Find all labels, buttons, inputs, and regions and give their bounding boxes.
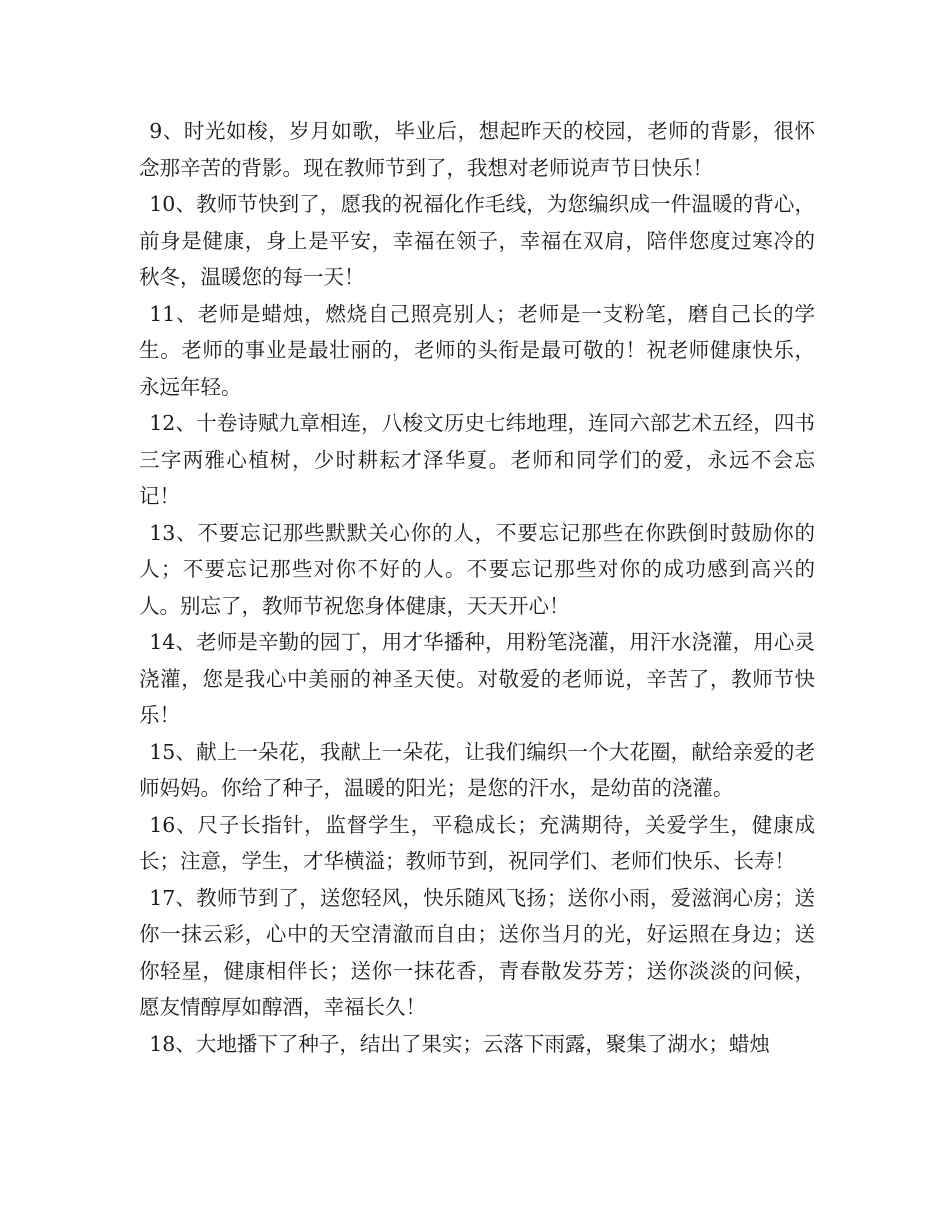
paragraph-13: 13、不要忘记那些默默关心你的人，不要忘记那些在你跌倒时鼓励你的人；不要忘记那些对你不好的人。不要忘记那些对你的成功感到高兴的人。别忘了，教师节祝您身体健康，天天开心！ <box>139 520 815 618</box>
paragraph-12: 12、十卷诗赋九章相连，八梭文历史七纬地理，连同六部艺术五经，四书三字两雅心植树，少时耕耘才泽华夏。老师和同学们的爱，永远不会忘记！ <box>139 411 815 508</box>
paragraph-10: 10、教师节快到了，愿我的祝福化作毛线，为您编织成一件温暖的背心，前身是健康，身上是平安，幸福在领子，幸福在双肩，陪伴您度过寒冷的秋冬，温暖您的每一天！ <box>139 192 815 289</box>
paragraph-15: 15、献上一朵花，我献上一朵花，让我们编织一个大花圈，献给亲爱的老师妈妈。你给了种子，温暖的阳光；是您的汗水，是幼苗的浇灌。 <box>139 739 815 800</box>
paragraph-14: 14、老师是辛勤的园丁，用才华播种，用粉笔浇灌，用汗水浇灌，用心灵浇灌，您是我心中美丽的神圣天使。对敬爱的老师说，辛苦了，教师节快乐！ <box>139 630 815 727</box>
paragraph-16: 16、尺子长指针，监督学生，平稳成长；充满期待，关爱学生，健康成长；注意，学生，才华横溢；教师节到，祝同学们、老师们快乐、长寿！ <box>139 812 815 873</box>
paragraph-11: 11、老师是蜡烛，燃烧自己照亮别人；老师是一支粉笔，磨自己长的学生。老师的事业是最壮丽的，老师的头衔是最可敬的！祝老师健康快乐，永远年轻。 <box>139 301 815 399</box>
paragraph-9: 9、时光如梭，岁月如歌，毕业后，想起昨天的校园，老师的背影，很怀念那辛苦的背影。现在教师节到了，我想对老师说声节日快乐！ <box>139 119 815 180</box>
paragraph-17: 17、教师节到了，送您轻风，快乐随风飞扬；送你小雨，爱滋润心房；送你一抹云彩，心中的天空清澈而自由；送你当月的光，好运照在身边；送你轻星，健康相伴长；送你一抹花香，青春散发芬芳；送你淡淡的问候，愿友情醇厚如醇酒，幸福长久！ <box>139 885 815 1019</box>
paragraph-18: 18、大地播下了种子，结出了果实；云落下雨露，聚集了湖水；蜡烛 <box>149 1031 770 1056</box>
document-body <box>139 113 815 1062</box>
